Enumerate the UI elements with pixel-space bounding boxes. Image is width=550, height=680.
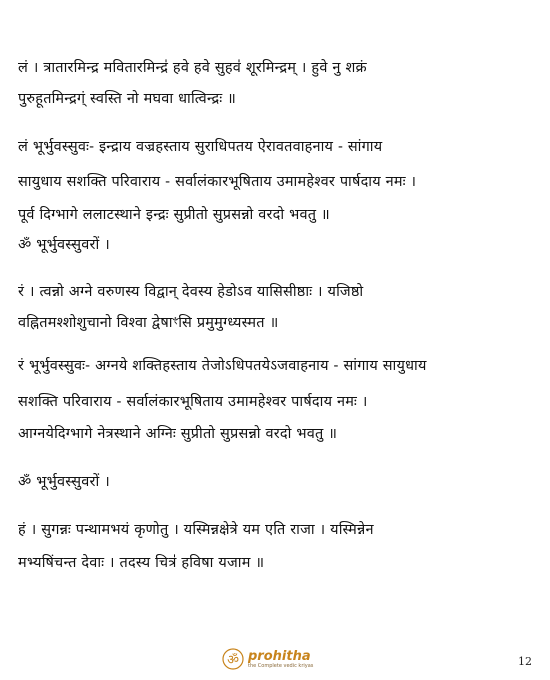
verse-1-line-2: पुरुहूतमिन्द्रग्ं स्वस्ति नो मघवा धात्विन्द्रः ॥ [18, 91, 237, 107]
page-number: 12 [518, 655, 532, 668]
verse-4-line-2: सशक्ति परिवाराय - सर्वालंकारभूषिताय उमामहेश्वर पार्षदाय नमः । [18, 394, 368, 410]
page-footer [0, 646, 550, 672]
verse-2-line-4: ॐ भूर्भुवस्सुवरों । [18, 237, 110, 253]
verse-4-line-1: रं भूर्भुवस्सुवः- अग्नये शक्तिहस्ताय तेजोऽधिपतयेऽजवाहनाय - सांगाय सायुधाय [18, 358, 427, 374]
verse-4-line-3: आग्नयेदिग्भागे नेत्रस्थाने अग्निः सुप्रीतो सुप्रसन्नो वरदो भवतु ॥ [18, 426, 338, 442]
verse-5-line-1: ॐ भूर्भुवस्सुवरों । [18, 474, 110, 490]
verse-1-line-1: लं । त्रातारमिन्द्र मवितारमिन्द्र॑ हवे हवे सुहव॑ शूरमिन्द्रम् । हुवे नु शक्रं [18, 60, 367, 76]
verse-2-line-1: लं भूर्भुवस्सुवः- इन्द्राय वज्रहस्ताय सुराधिपतय ऐरावतवाहनाय - सांगाय [18, 139, 383, 155]
prohitha-logo [222, 646, 313, 672]
verse-6-line-1: हं । सुगन्नः पन्थामभयं कृणोतु । यस्मिन्नक्षेत्रे यम एति राजा । यस्मिन्नेन [18, 522, 374, 538]
verse-3-line-1: रं । त्वन्नो अग्ने वरुणस्य विद्वान् देवस्य हेडोऽव यासिसीष्ठाः । यजिष्ठो [18, 284, 364, 300]
verse-2-line-2: सायुधाय सशक्ति परिवाराय - सर्वालंकारभूषिताय उमामहेश्वर पार्षदाय नमः । [18, 174, 417, 190]
om-icon [222, 648, 244, 670]
logo-tagline: the Complete vedic kriyas [248, 662, 314, 669]
verse-3-line-2: वह्नितमश्शोशुचानो विश्वा द्वेषाꣳसि प्रमुमुग्ध्यस्मत ॥ [18, 315, 279, 331]
svg-text:ॐ: ॐ [227, 653, 239, 668]
verse-2-line-3: पूर्व दिग्भागे ललाटस्थाने इन्द्रः सुप्रीतो सुप्रसन्नो वरदो भवतु ॥ [18, 207, 330, 223]
logo-name: prohitha [248, 648, 311, 664]
verse-6-line-2: मभ्यषिंचन्त देवाः । तदस्य चित्र॑ हविषा यजाम ॥ [18, 555, 265, 571]
